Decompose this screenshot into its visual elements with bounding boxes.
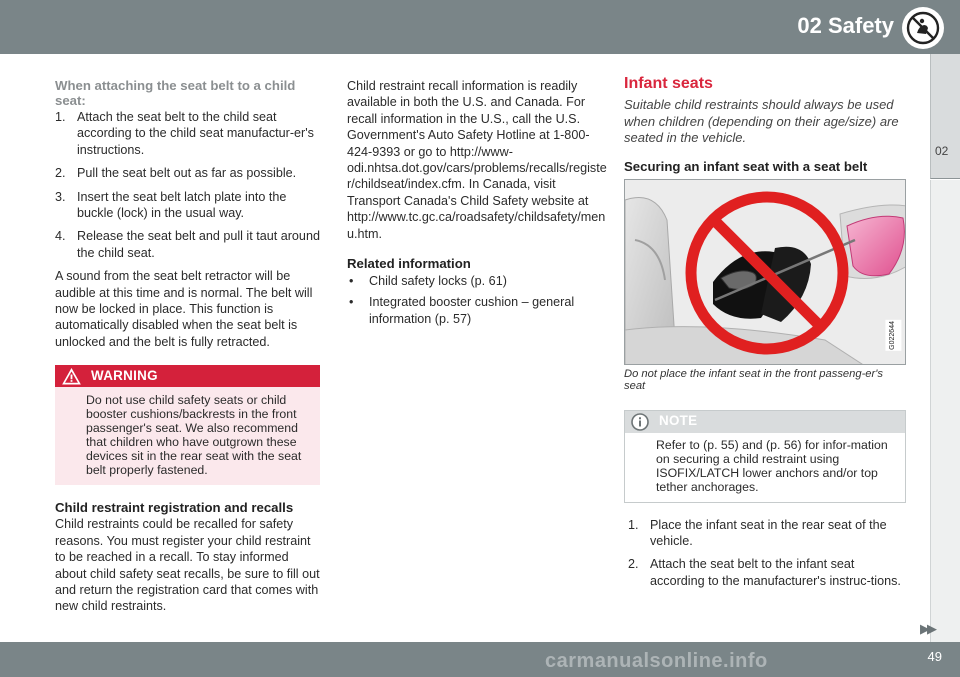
warning-triangle-icon <box>62 368 81 385</box>
list-item: 1. Place the infant seat in the rear seat of the vehicle. <box>628 517 887 548</box>
footer-bar <box>0 642 960 677</box>
registration-heading: Child restraint registration and recalls <box>55 500 294 516</box>
note-box <box>624 410 906 503</box>
page-number: 49 <box>927 649 942 664</box>
list-item: 3. Insert the seat belt latch plate into the buckle (lock) in the usual way. <box>55 189 287 221</box>
related-info-heading: Related information <box>347 256 471 272</box>
list-item: 4. Release the seat belt and pull it taut around the child seat. <box>55 229 320 260</box>
side-margin <box>930 180 960 642</box>
warning-box <box>55 365 320 485</box>
registration-paragraph: Child restraints could be recalled for safety reasons. You must register your child restraint to be reached in a recall. To stay informed about child safety seat recalls, be sure to fill out and return the registration card that comes with new child restraints. <box>55 517 320 614</box>
note-title: NOTE <box>659 413 698 429</box>
chapter-tab-label: 02 <box>935 144 949 158</box>
info-circle-icon <box>631 413 649 431</box>
warning-text: Do not use child safety seats or child booster cushions/backrests in the front passenger's seat. We also recommend that children who have outgrown these devices sit in the rear seat with the seat belt properly fastened. <box>86 393 302 478</box>
related-link-booster-cushion[interactable]: • Integrated booster cushion – general information (p. 57) <box>349 295 575 326</box>
warning-header <box>55 365 320 387</box>
infant-seat-steps-list <box>624 517 906 590</box>
belt-steps-list <box>55 109 320 261</box>
warning-title: WARNING <box>91 368 158 384</box>
figure-code: G022644 <box>885 320 901 351</box>
related-link-child-safety-locks[interactable]: • Child safety locks (p. 61) <box>349 274 507 289</box>
front-seat-prohibited-image <box>625 180 906 365</box>
column-left <box>55 78 320 623</box>
list-item: 1. Attach the seat belt to the child seat according to the child seat manufactur-er's instructions. <box>55 110 314 157</box>
no-child-seat-icon <box>902 7 944 49</box>
note-text: Refer to (p. 55) and (p. 56) for infor-mation on securing a child restraint using ISOFIX/LATCH lower anchors and/or top tether anchorages. <box>656 437 888 494</box>
figure-heading: Securing an infant seat with a seat belt <box>624 158 868 174</box>
note-header <box>625 411 905 433</box>
list-item: 2. Attach the seat belt to the infant seat according to the manufacturer's instruc-tions. <box>628 557 901 588</box>
recall-paragraph: Child restraint recall information is readily available in both the U.S. and Canada. For recall information in the U.S., call the U.S. Government's Auto Safety Hotline at 1-800-424-9393 or go to http://www-odi.nhtsa.dot.gov/cars/problems/recalls/register/childseat/index.cfm. In Canada, visit Transport Canada's Child Safety website at http://www.tc.gc.ca/roadsafety/childsafety/menu.htm. <box>347 79 607 241</box>
retractor-paragraph: A sound from the seat belt retractor will be audible at this time and is normal. The belt will now be locked in place. This function is automatically disabled when the seat belt is unlocked and the belt is fully retracted. <box>55 269 313 349</box>
child-seat-belt-heading: When attaching the seat belt to a child seat: <box>55 78 296 108</box>
double-chevron-right-icon[interactable]: ▶▶ <box>920 621 934 636</box>
column-middle <box>347 78 609 332</box>
column-right <box>624 75 906 596</box>
list-item: 2. Pull the seat belt out as far as possible. <box>55 166 297 181</box>
infant-seat-illustration <box>624 179 906 365</box>
infant-seats-title: Infant seats <box>624 75 713 92</box>
figure-caption: Do not place the infant seat in the front passeng-er's seat <box>624 367 883 392</box>
infant-seats-intro: Suitable child restraints should always be used when children (depending on their age/size) are seated in the vehicle. <box>624 97 899 145</box>
chapter-tab[interactable] <box>930 54 960 179</box>
related-info-list <box>347 273 609 327</box>
chapter-title: 02 Safety <box>797 13 894 38</box>
watermark: carmanualsonline.info <box>545 650 768 672</box>
